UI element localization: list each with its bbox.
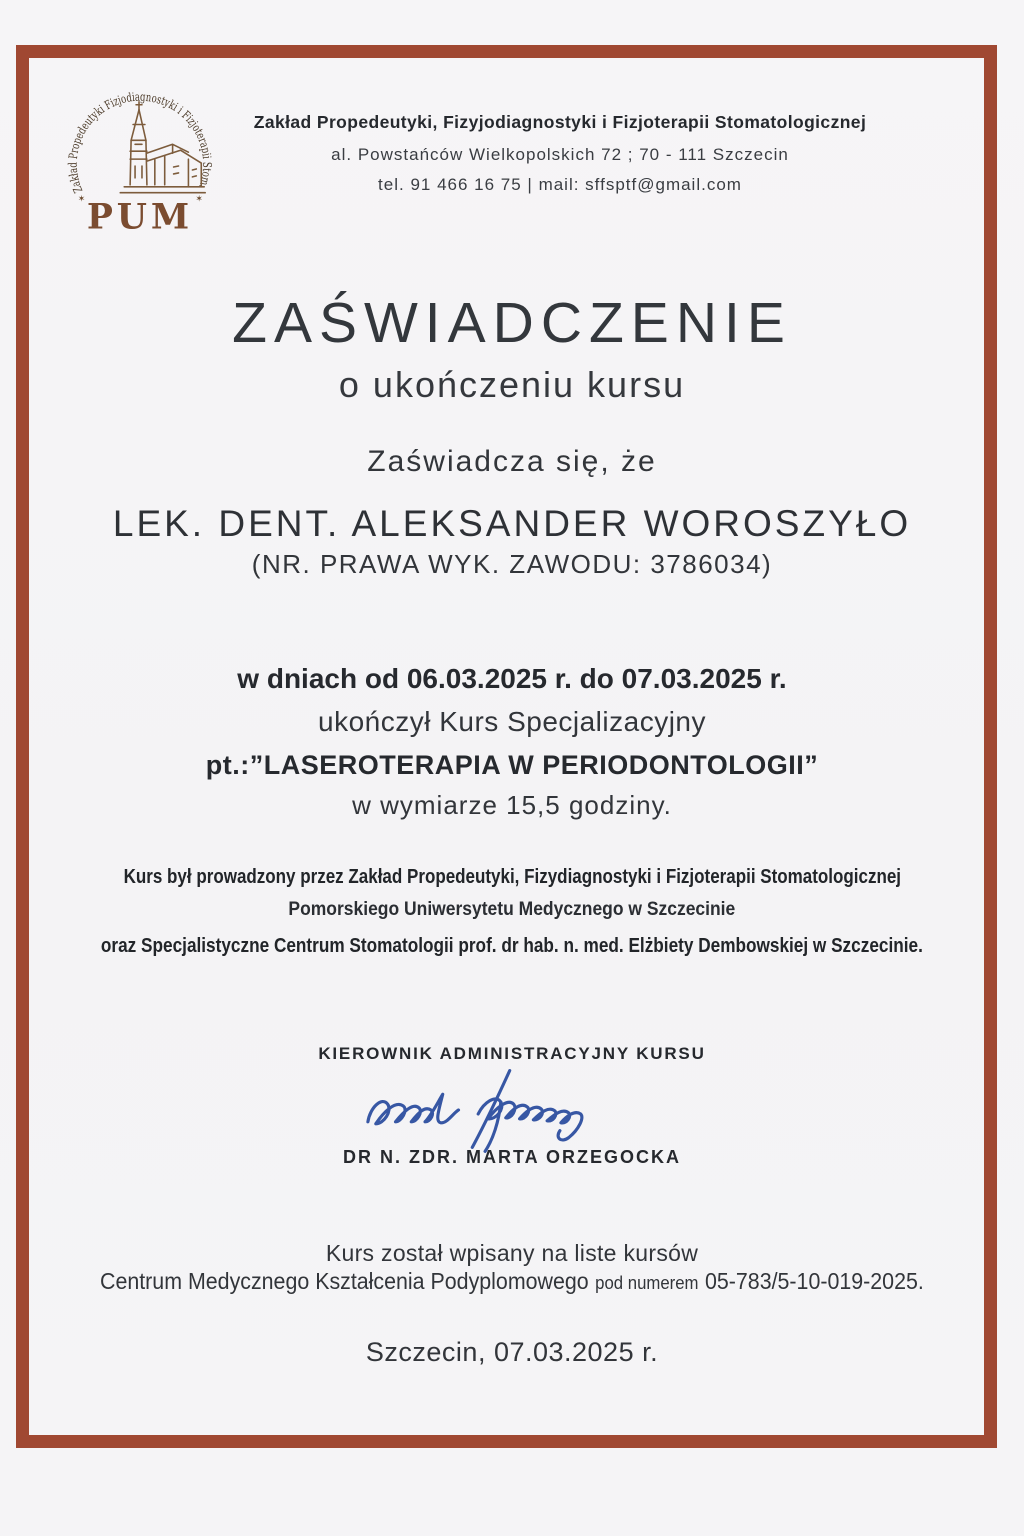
registry-line-2 xyxy=(0,1268,1024,1294)
organization-address: al. Powstańców Wielkopolskich 72 ; 70 - 111 Szczecin xyxy=(331,145,789,164)
logo-ring-text: Zakład Propedeutyki Fizjodiagnostyki i Fizjoterapii Stom. xyxy=(65,89,215,196)
pum-logo xyxy=(56,88,224,248)
signer-role: KIEROWNIK ADMINISTRACYJNY KURSU xyxy=(318,1044,706,1063)
registry-number: 05-783/5-10-019-2025. xyxy=(705,1268,924,1294)
organizer-line-3-text: oraz Specjalistyczne Centrum Stomatologii prof. dr hab. n. med. Elżbiety Dembowskiej w Szczecinie. xyxy=(101,935,923,957)
letterhead xyxy=(235,112,885,195)
course-name: pt.:”LASEROTERAPIA W PERIODONTOLOGII” xyxy=(205,750,819,780)
certificate-title: ZAŚWIADCZENIE xyxy=(232,291,792,355)
organizer-line-2-text: Pomorskiego Uniwersytetu Medycznego w Szczecinie xyxy=(288,899,736,920)
certificate-frame xyxy=(16,45,997,1448)
statement-intro: Zaświadcza się, że xyxy=(367,445,657,478)
signer-name: DR N. ZDR. MARTA ORZEGOCKA xyxy=(343,1147,681,1167)
registry-number-label: pod numerem xyxy=(595,1273,699,1293)
organization-contact: tel. 91 466 16 75 | mail: sffsptf@gmail.com xyxy=(378,175,742,194)
place-and-date: Szczecin, 07.03.2025 r. xyxy=(365,1337,659,1367)
organizer-line-1-text: Kurs był prowadzony przez Zakład Propedeutyki, Fizydiagnostyki i Fizjoterapii Stomatologicznej xyxy=(123,866,901,888)
course-dates: w dniach od 06.03.2025 r. do 07.03.2025 r. xyxy=(237,663,787,694)
recipient-license-number: (NR. PRAWA WYK. ZAWODU: 3786034) xyxy=(251,549,773,579)
ring-ornament-right-icon: ✶ xyxy=(195,193,203,204)
course-duration: w wymiarze 15,5 godziny. xyxy=(352,790,672,820)
registry-line-1: Kurs został wpisany na liste kursów xyxy=(325,1240,699,1266)
registry-institution: Centrum Medycznego Kształcenia Podyplomowego xyxy=(100,1268,589,1294)
ring-ornament-left-icon: ✶ xyxy=(77,193,86,204)
logo-acronym: PUM xyxy=(86,197,194,238)
recipient-name: LEK. DENT. ALEKSANDER WOROSZYŁO xyxy=(112,503,912,544)
organizer-line-3 xyxy=(0,935,1024,958)
certificate-subtitle: o ukończeniu kursu xyxy=(338,364,686,405)
organization-name: Zakład Propedeutyki, Fizyjodiagnostyki i Fizjoterapii Stomatologicznej xyxy=(253,112,867,132)
registry-line-2-text xyxy=(100,1268,924,1294)
signature-ink xyxy=(362,1064,618,1154)
course-completion-line: ukończył Kurs Specjalizacyjny xyxy=(318,706,706,737)
organizer-line-2 xyxy=(0,899,1024,921)
organizer-line-1 xyxy=(0,866,1024,889)
